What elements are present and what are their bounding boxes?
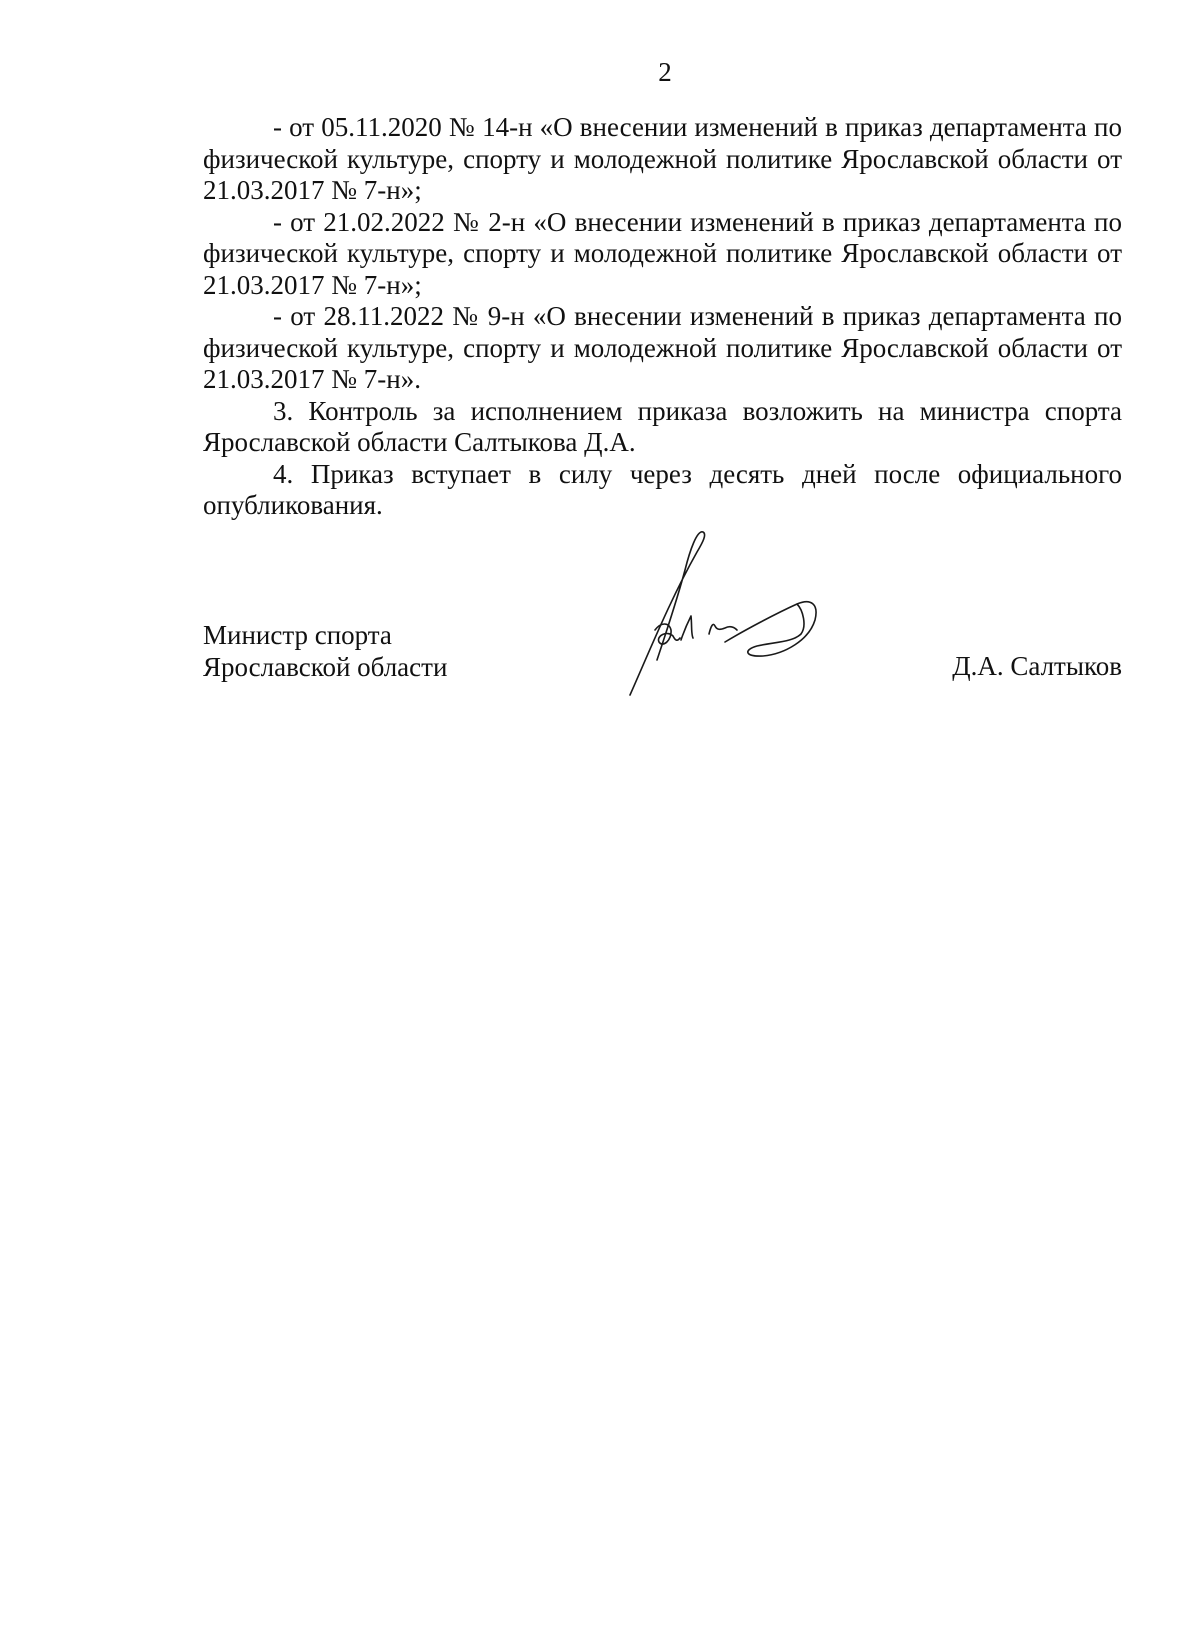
document-body	[203, 112, 1122, 522]
paragraph-amendment-2022-feb: - от 21.02.2022 № 2-н «О внесении изменений в приказ департамента по физической культуре, спорту и молодежной политике Ярославской области от 21.03.2017 № 7-н»;	[203, 206, 1122, 300]
signer-position-line2: Ярославской области	[203, 651, 448, 682]
paragraph-control-clause: 3. Контроль за исполнением приказа возложить на министра спорта Ярославской области Салтыкова Д.А.	[203, 395, 1122, 457]
signer-name: Д.А. Салтыков	[952, 651, 1122, 681]
signer-position	[203, 620, 447, 683]
signer-position-line1: Министр спорта	[203, 620, 392, 650]
paragraph-amendment-2020: - от 05.11.2020 № 14-н «О внесении изменений в приказ департамента по физической культуре, спорту и молодежной политике Ярославской области от 21.03.2017 № 7-н»;	[203, 112, 1122, 205]
paragraph-effective-clause: 4. Приказ вступает в силу через десять дней после официального опубликования.	[203, 458, 1122, 520]
handwritten-signature	[625, 530, 875, 700]
paragraph-amendment-2022-nov: - от 28.11.2022 № 9-н «О внесении изменений в приказ департамента по физической культуре, спорту и молодежной политике Ярославской области от 21.03.2017 № 7-н».	[203, 301, 1122, 394]
page-number: 2	[658, 57, 672, 87]
